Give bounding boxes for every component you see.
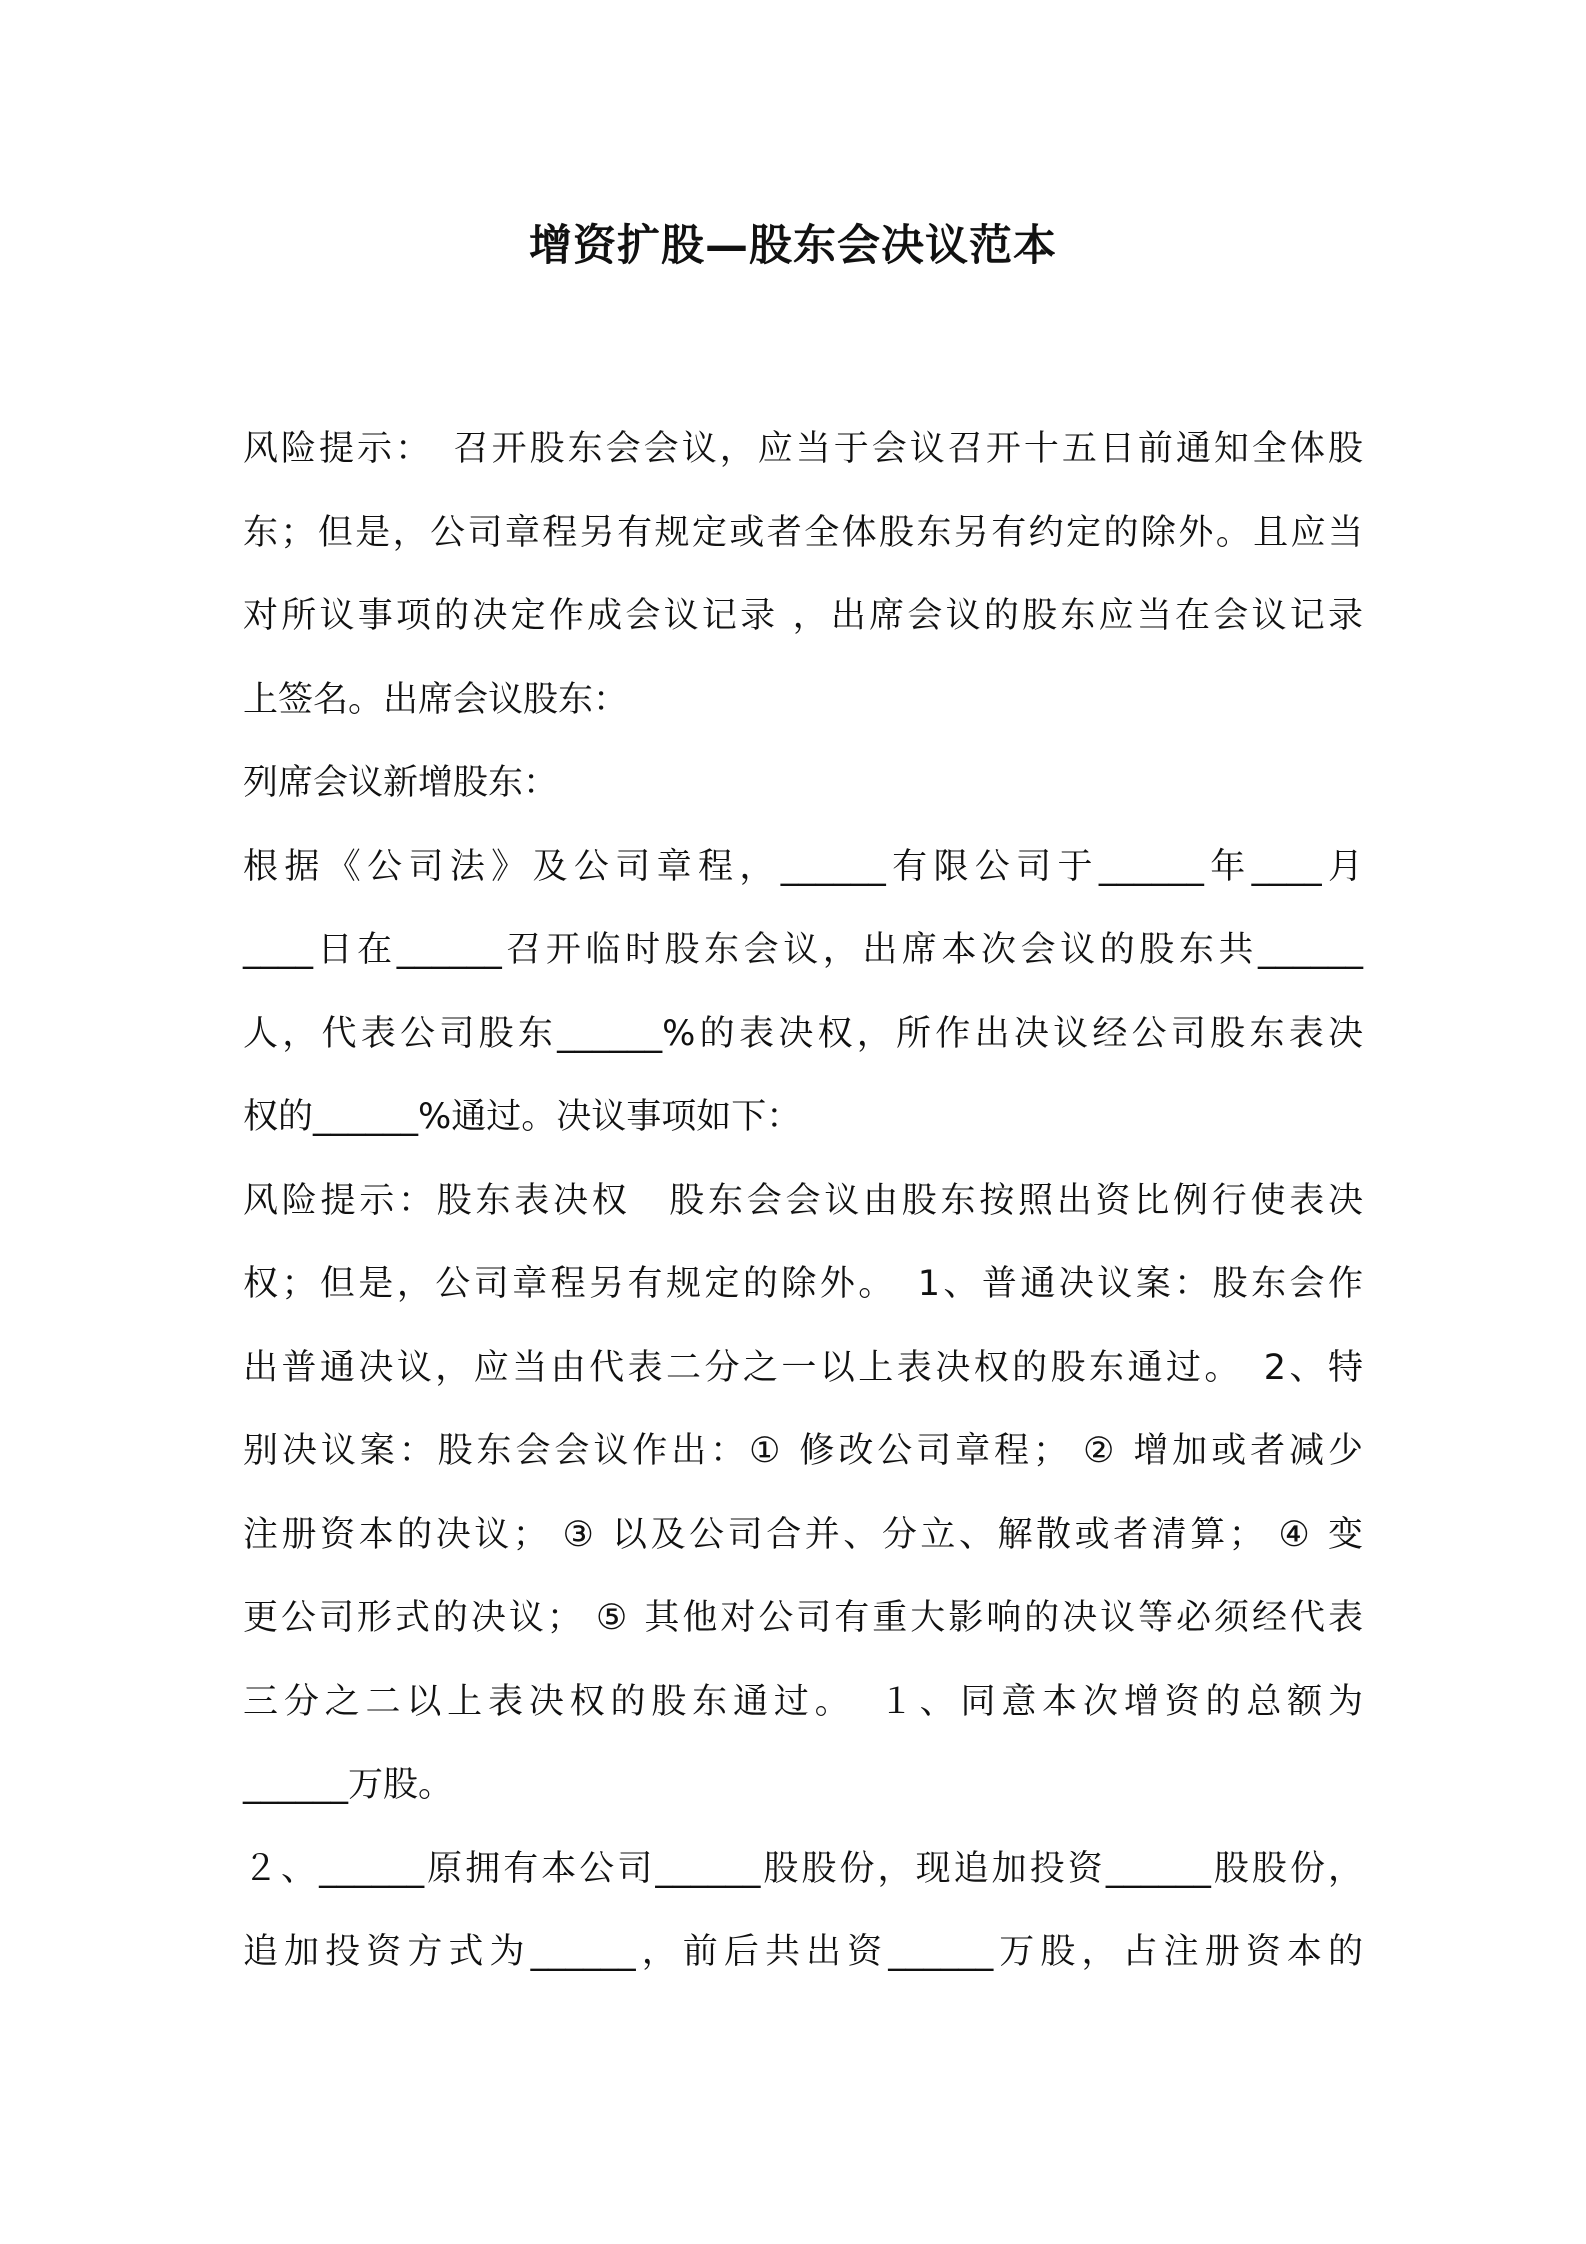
body-line: 人，代表公司股东______%的表决权，所作出决议经公司股东表决 — [243, 1013, 1363, 1054]
body-line: ______万股。 — [243, 1765, 454, 1805]
body-line: 风险提示：股东表决权 股东会会议由股东按照出资比例行使表决 — [243, 1180, 1363, 1221]
body-line: 对所议事项的决定作成会议记录 ，出席会议的股东应当在会议记录 — [243, 596, 1363, 636]
body-line: 三分之二以上表决权的股东通过。 １、同意本次增资的总额为 — [243, 1681, 1363, 1722]
document-title: 增资扩股—股东会决议范本 — [529, 221, 1057, 271]
body-line: 追加投资方式为______，前后共出资______万股，占注册资本的 — [243, 1932, 1363, 1972]
body-line: ____日在______召开临时股东会议，出席本次会议的股东共______ — [243, 930, 1363, 970]
body-line: 根据《公司法》及公司章程，______有限公司于______年____月 — [243, 846, 1363, 887]
body-line: 东；但是，公司章程另有规定或者全体股东另有约定的除外。且应当 — [243, 512, 1363, 553]
body-line: 列席会议新增股东： — [243, 763, 559, 803]
body-line: 风险提示： 召开股东会会议，应当于会议召开十五日前通知全体股 — [243, 429, 1363, 469]
body-line: 注册资本的决议； ③ 以及公司合并、分立、解散或者清算； ④ 变 — [243, 1514, 1363, 1555]
document-body — [243, 408, 1363, 1995]
body-line: ２、______原拥有本公司______股股份，现追加投资______股股份， — [243, 1848, 1363, 1889]
body-line: 出普通决议，应当由代表二分之一以上表决权的股东通过。 2、特 — [243, 1347, 1363, 1388]
body-line: 更公司形式的决议； ⑤ 其他对公司有重大影响的决议等必须经代表 — [243, 1598, 1363, 1638]
body-line: 别决议案：股东会会议作出：① 修改公司章程； ② 增加或者减少 — [243, 1431, 1363, 1471]
body-line: 上签名。出席会议股东： — [243, 679, 629, 720]
body-line: 权；但是，公司章程另有规定的除外。 1、普通决议案：股东会作 — [243, 1264, 1363, 1304]
body-line: 权的______%通过。决议事项如下： — [243, 1097, 802, 1137]
